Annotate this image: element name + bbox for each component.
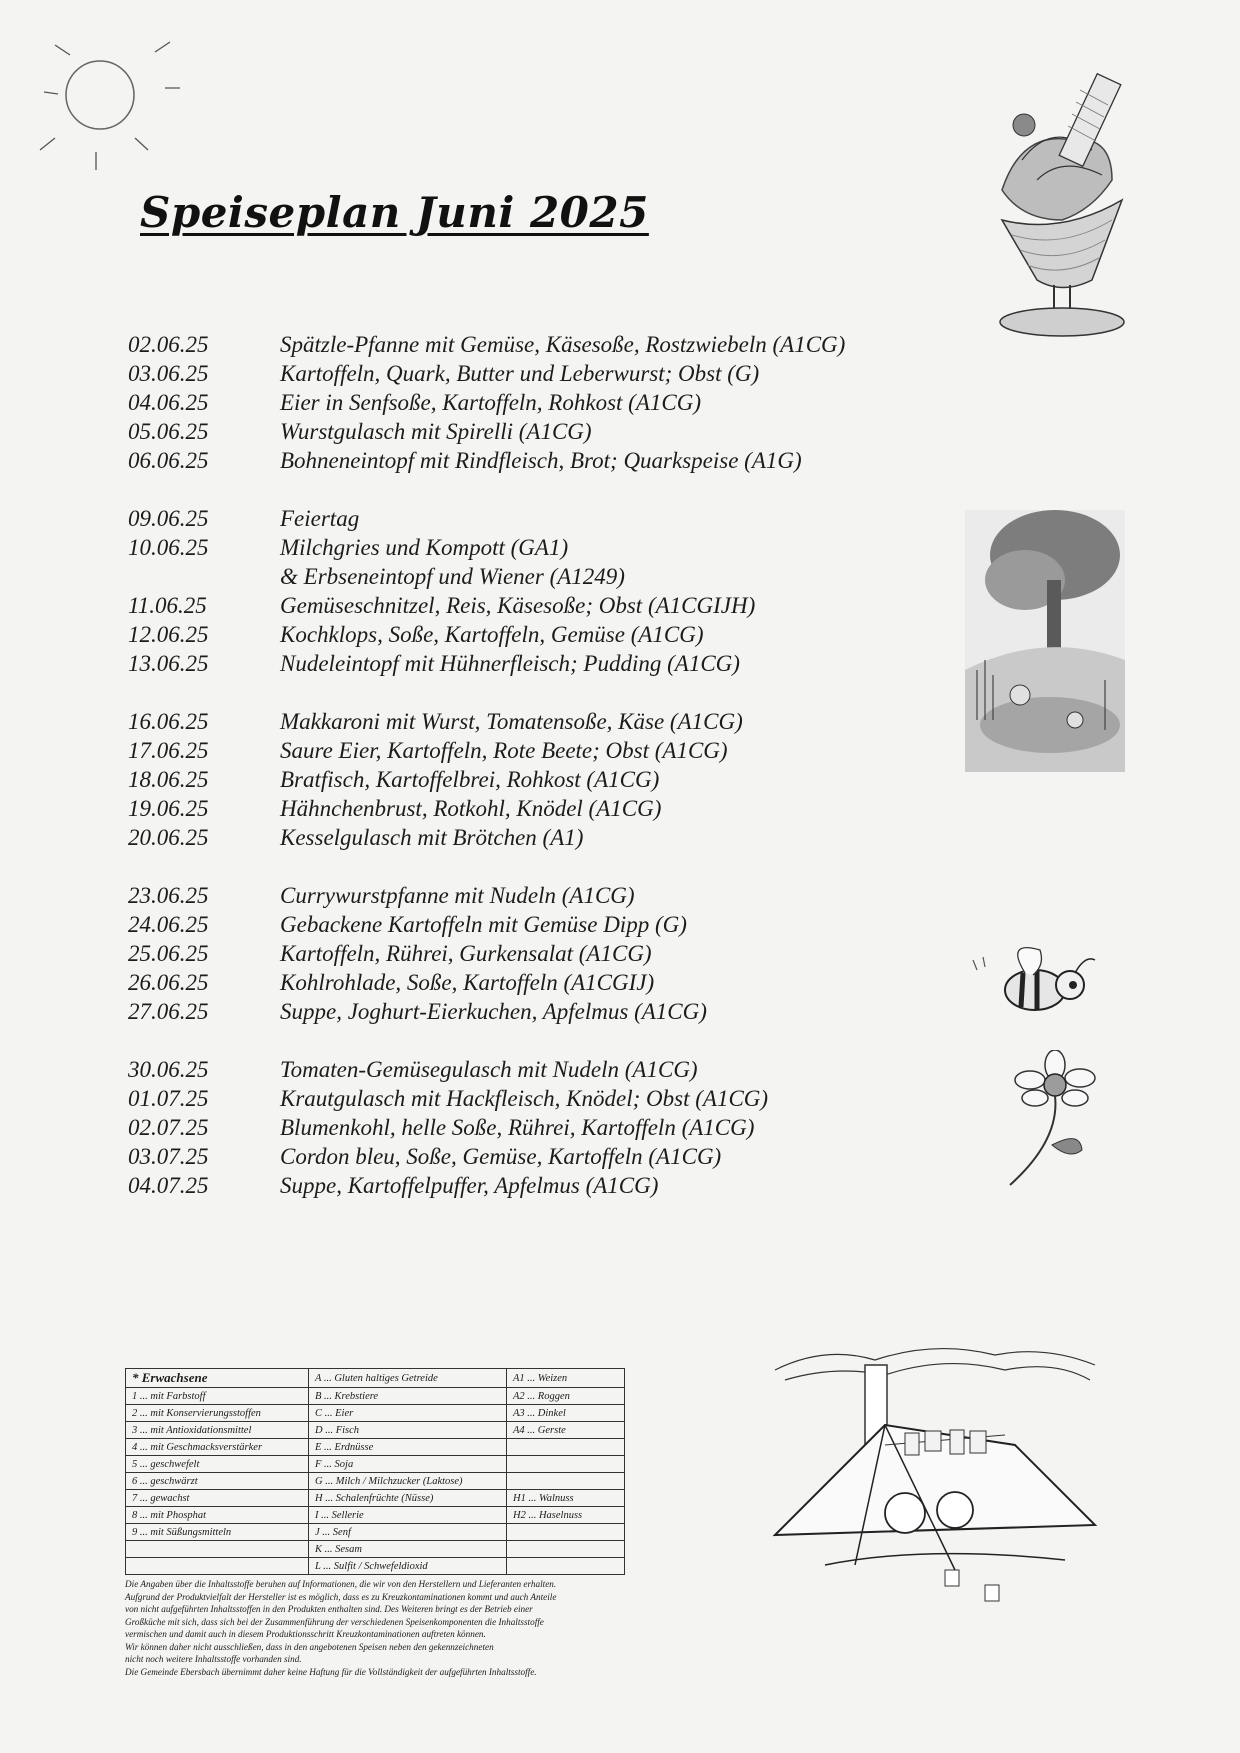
menu-dish: Currywurstpfanne mit Nudeln (A1CG) bbox=[280, 883, 635, 908]
legend-cell: L ... Sulfit / Schwefeldioxid bbox=[309, 1558, 507, 1575]
allergen-legend-table bbox=[125, 1368, 625, 1575]
menu-dish: Gemüseschnitzel, Reis, Käsesoße; Obst (A1CGIJH) bbox=[280, 593, 756, 618]
legend-cell: 2 ... mit Konservierungsstoffen bbox=[126, 1405, 309, 1422]
legend-cell bbox=[507, 1558, 625, 1575]
menu-row bbox=[128, 446, 928, 475]
menu-dish: Kochklops, Soße, Kartoffeln, Gemüse (A1CG) bbox=[280, 622, 704, 647]
daisy-flower-icon bbox=[1000, 1050, 1110, 1190]
menu-dish: Spätzle-Pfanne mit Gemüse, Käsesoße, Rostzwiebeln (A1CG) bbox=[280, 332, 846, 357]
legend-cell: 8 ... mit Phosphat bbox=[126, 1507, 309, 1524]
menu-list bbox=[128, 330, 928, 1229]
menu-week bbox=[128, 504, 928, 678]
disclaimer-line: Die Angaben über die Inhaltsstoffe beruhen auf Informationen, die wir von den Herstellern und Lieferanten erhalten. bbox=[125, 1579, 557, 1589]
menu-dish: Nudeleintopf mit Hühnerfleisch; Pudding (A1CG) bbox=[280, 651, 740, 676]
legend-cell: 1 ... mit Farbstoff bbox=[126, 1388, 309, 1405]
allergen-legend bbox=[125, 1368, 725, 1678]
menu-date: 25.06.25 bbox=[128, 941, 209, 966]
menu-dish: Krautgulasch mit Hackfleisch, Knödel; Obst (A1CG) bbox=[280, 1086, 769, 1111]
legend-cell: 4 ... mit Geschmacksverstärker bbox=[126, 1439, 309, 1456]
legend-cell: H ... Schalenfrüchte (Nüsse) bbox=[309, 1490, 507, 1507]
legend-cell: A ... Gluten haltiges Getreide bbox=[309, 1369, 507, 1388]
menu-dish: Makkaroni mit Wurst, Tomatensoße, Käse (A1CG) bbox=[280, 709, 743, 734]
menu-dish: & Erbseneintopf und Wiener (A1249) bbox=[280, 564, 625, 589]
menu-dish: Milchgries und Kompott (GA1) bbox=[280, 535, 569, 560]
menu-date: 04.07.25 bbox=[128, 1173, 209, 1198]
legend-cell: D ... Fisch bbox=[309, 1422, 507, 1439]
menu-date: 10.06.25 bbox=[128, 535, 209, 560]
disclaimer-line: Aufgrund der Produktvielfalt der Hersteller ist es möglich, dass es zu Kreuzkontaminationen kommt und auch Anteile bbox=[125, 1591, 557, 1602]
menu-date: 13.06.25 bbox=[128, 651, 209, 676]
menu-dish: Feiertag bbox=[280, 506, 360, 531]
menu-dish: Bratfisch, Kartoffelbrei, Rohkost (A1CG) bbox=[280, 767, 660, 792]
legend-cell bbox=[126, 1558, 309, 1575]
menu-row bbox=[128, 997, 928, 1026]
legend-cell bbox=[126, 1541, 309, 1558]
menu-row bbox=[128, 1055, 928, 1084]
menu-date: 01.07.25 bbox=[128, 1086, 209, 1111]
legend-row bbox=[126, 1473, 625, 1490]
disclaimer-line: Wir können daher nicht ausschließen, dass in den angebotenen Speisen neben den gekennzeichneten bbox=[125, 1641, 494, 1652]
menu-row bbox=[128, 388, 928, 417]
legend-cell: F ... Soja bbox=[309, 1456, 507, 1473]
menu-week bbox=[128, 707, 928, 852]
ice-cream-sundae-icon bbox=[962, 60, 1162, 350]
menu-dish: Eier in Senfsoße, Kartoffeln, Rohkost (A1CG) bbox=[280, 390, 701, 415]
menu-date: 27.06.25 bbox=[128, 999, 209, 1024]
legend-cell bbox=[507, 1473, 625, 1490]
menu-row bbox=[128, 881, 928, 910]
menu-row bbox=[128, 620, 928, 649]
menu-row bbox=[128, 649, 928, 678]
legend-cell bbox=[507, 1439, 625, 1456]
disclaimer-line: nicht noch weitere Inhaltsstoffe vorhanden sind. bbox=[125, 1654, 302, 1664]
menu-week bbox=[128, 1055, 928, 1200]
legend-cell: G ... Milch / Milchzucker (Laktose) bbox=[309, 1473, 507, 1490]
legend-row bbox=[126, 1439, 625, 1456]
menu-dish: Saure Eier, Kartoffeln, Rote Beete; Obst (A1CG) bbox=[280, 738, 728, 763]
legend-cell: B ... Krebstiere bbox=[309, 1388, 507, 1405]
menu-row bbox=[128, 504, 928, 533]
page-title: Speiseplan Juni 2025 bbox=[140, 188, 649, 237]
menu-date: 03.06.25 bbox=[128, 361, 209, 386]
legend-cell: * Erwachsene bbox=[126, 1369, 309, 1388]
menu-date: 17.06.25 bbox=[128, 738, 209, 763]
menu-date: 11.06.25 bbox=[128, 593, 207, 618]
legend-row bbox=[126, 1405, 625, 1422]
menu-row bbox=[128, 968, 928, 997]
menu-dish: Suppe, Kartoffelpuffer, Apfelmus (A1CG) bbox=[280, 1173, 659, 1198]
legend-cell: A4 ... Gerste bbox=[507, 1422, 625, 1439]
legend-cell: H2 ... Haselnuss bbox=[507, 1507, 625, 1524]
menu-row bbox=[128, 736, 928, 765]
menu-date: 12.06.25 bbox=[128, 622, 209, 647]
legend-cell: A1 ... Weizen bbox=[507, 1369, 625, 1388]
menu-date: 02.07.25 bbox=[128, 1115, 209, 1140]
menu-date: 26.06.25 bbox=[128, 970, 209, 995]
menu-dish: Bohneneintopf mit Rindfleisch, Brot; Quarkspeise (A1G) bbox=[280, 448, 802, 473]
legend-cell: E ... Erdnüsse bbox=[309, 1439, 507, 1456]
menu-date: 23.06.25 bbox=[128, 883, 209, 908]
menu-dish: Kartoffeln, Rührei, Gurkensalat (A1CG) bbox=[280, 941, 652, 966]
menu-date: 02.06.25 bbox=[128, 332, 209, 357]
legend-cell: A2 ... Roggen bbox=[507, 1388, 625, 1405]
legend-row bbox=[126, 1369, 625, 1388]
legend-cell bbox=[507, 1541, 625, 1558]
disclaimer-line: von nicht aufgeführten Inhaltsstoffen in den Produkten enthalten sind. Des Weiteren bringt es der Betrieb einer bbox=[125, 1604, 533, 1614]
menu-dish: Kartoffeln, Quark, Butter und Leberwurst; Obst (G) bbox=[280, 361, 760, 386]
menu-row bbox=[128, 1113, 928, 1142]
menu-row bbox=[128, 359, 928, 388]
menu-row bbox=[128, 591, 928, 620]
menu-date: 04.06.25 bbox=[128, 390, 209, 415]
legend-cell: 5 ... geschwefelt bbox=[126, 1456, 309, 1473]
bee-icon bbox=[965, 935, 1115, 1035]
menu-row bbox=[128, 1171, 928, 1200]
menu-row bbox=[128, 562, 928, 591]
legend-cell: K ... Sesam bbox=[309, 1541, 507, 1558]
menu-row bbox=[128, 1142, 928, 1171]
legend-cell: C ... Eier bbox=[309, 1405, 507, 1422]
legend-cell: 3 ... mit Antioxidationsmittel bbox=[126, 1422, 309, 1439]
menu-row bbox=[128, 939, 928, 968]
menu-week bbox=[128, 881, 928, 1026]
legend-row bbox=[126, 1422, 625, 1439]
menu-dish: Suppe, Joghurt-Eierkuchen, Apfelmus (A1CG) bbox=[280, 999, 707, 1024]
menu-date: 18.06.25 bbox=[128, 767, 209, 792]
menu-dish: Cordon bleu, Soße, Gemüse, Kartoffeln (A1CG) bbox=[280, 1144, 722, 1169]
menu-row bbox=[128, 1084, 928, 1113]
disclaimer-line: Die Gemeinde Ebersbach übernimmt daher keine Haftung für die Vollständigkeit der aufgeführten Inhaltsstoffe. bbox=[125, 1666, 537, 1677]
menu-row bbox=[128, 707, 928, 736]
menu-date: 19.06.25 bbox=[128, 796, 209, 821]
menu-date: 30.06.25 bbox=[128, 1057, 209, 1082]
legend-row bbox=[126, 1456, 625, 1473]
legend-row bbox=[126, 1490, 625, 1507]
sun-icon bbox=[30, 30, 180, 180]
legend-cell: 7 ... gewachst bbox=[126, 1490, 309, 1507]
menu-row bbox=[128, 533, 928, 562]
menu-date: 24.06.25 bbox=[128, 912, 209, 937]
menu-date: 20.06.25 bbox=[128, 825, 209, 850]
legend-cell: 9 ... mit Süßungsmitteln bbox=[126, 1524, 309, 1541]
legend-cell: 6 ... geschwärzt bbox=[126, 1473, 309, 1490]
menu-row bbox=[128, 417, 928, 446]
menu-row bbox=[128, 910, 928, 939]
menu-dish: Wurstgulasch mit Spirelli (A1CG) bbox=[280, 419, 592, 444]
menu-date: 16.06.25 bbox=[128, 709, 209, 734]
menu-dish: Gebackene Kartoffeln mit Gemüse Dipp (G) bbox=[280, 912, 687, 937]
menu-date: 09.06.25 bbox=[128, 506, 209, 531]
legend-row bbox=[126, 1524, 625, 1541]
menu-dish: Tomaten-Gemüsegulasch mit Nudeln (A1CG) bbox=[280, 1057, 698, 1082]
legend-cell: I ... Sellerie bbox=[309, 1507, 507, 1524]
menu-date: 06.06.25 bbox=[128, 448, 209, 473]
legend-cell: J ... Senf bbox=[309, 1524, 507, 1541]
menu-dish: Hähnchenbrust, Rotkohl, Knödel (A1CG) bbox=[280, 796, 662, 821]
menu-row bbox=[128, 330, 928, 359]
legend-cell: H1 ... Walnuss bbox=[507, 1490, 625, 1507]
menu-row bbox=[128, 823, 928, 852]
legend-row bbox=[126, 1558, 625, 1575]
menu-dish: Kohlrohlade, Soße, Kartoffeln (A1CGIJ) bbox=[280, 970, 655, 995]
disclaimer-line: Großküche mit sich, dass sich bei der Zusammenführung der verschiedenen Speisenkomponenten die Inhaltsstoffe bbox=[125, 1616, 544, 1627]
camping-tent-scene-icon bbox=[765, 1335, 1105, 1625]
menu-week bbox=[128, 330, 928, 475]
menu-dish: Blumenkohl, helle Soße, Rührei, Kartoffeln (A1CG) bbox=[280, 1115, 755, 1140]
menu-date: 05.06.25 bbox=[128, 419, 209, 444]
legend-cell: A3 ... Dinkel bbox=[507, 1405, 625, 1422]
legend-row bbox=[126, 1541, 625, 1558]
menu-row bbox=[128, 765, 928, 794]
menu-row bbox=[128, 794, 928, 823]
legend-row bbox=[126, 1388, 625, 1405]
menu-dish: Kesselgulasch mit Brötchen (A1) bbox=[280, 825, 584, 850]
pond-tree-scene-icon bbox=[965, 510, 1125, 772]
menu-date: 03.07.25 bbox=[128, 1144, 209, 1169]
legend-row bbox=[126, 1507, 625, 1524]
legend-cell bbox=[507, 1456, 625, 1473]
allergen-disclaimer bbox=[125, 1578, 715, 1678]
disclaimer-line: vermischen und damit auch in diesem Produktionsschritt Kreuzkontaminationen auftreten können. bbox=[125, 1629, 486, 1639]
legend-cell bbox=[507, 1524, 625, 1541]
